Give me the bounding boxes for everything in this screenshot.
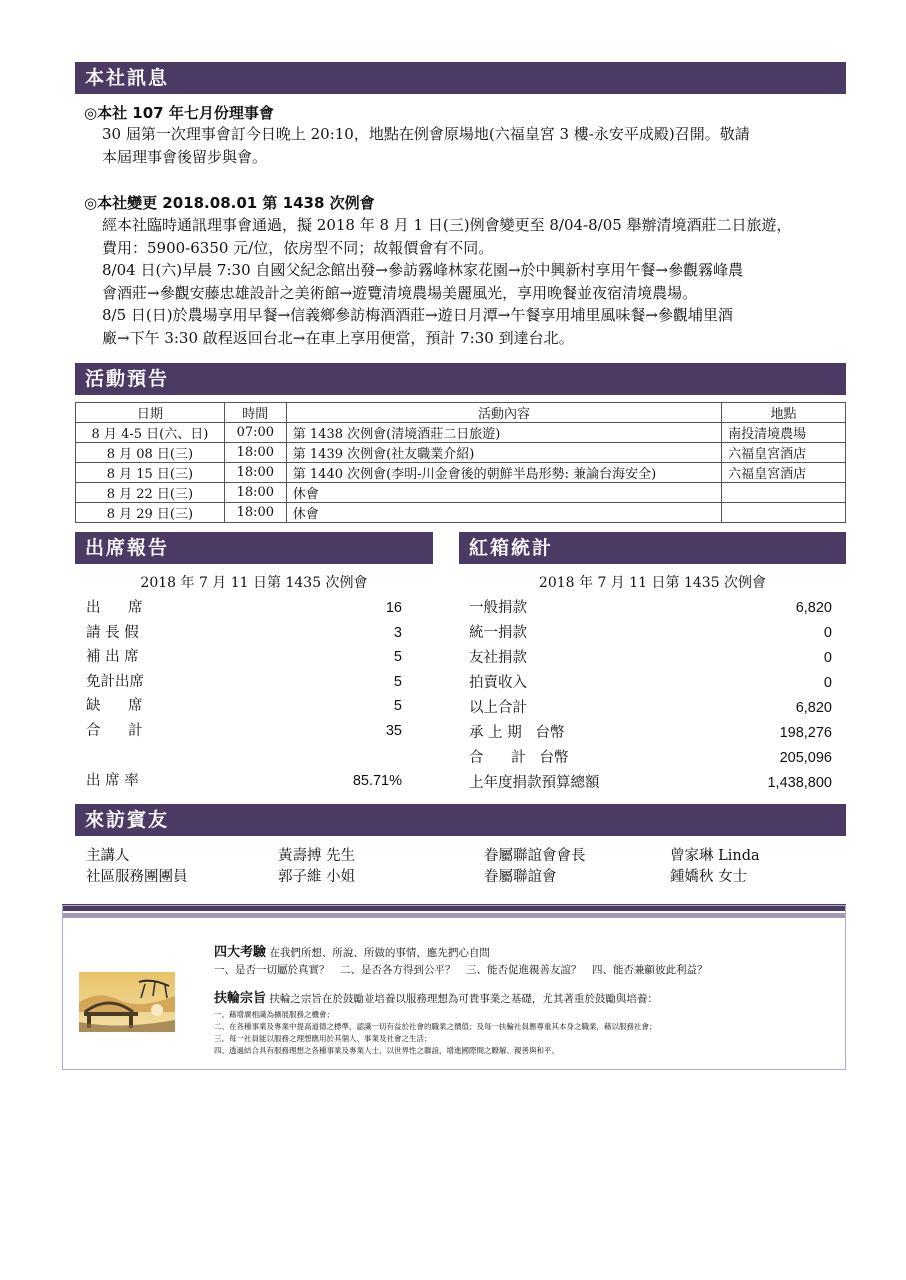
news-item1-body (102, 123, 842, 168)
column-header-location: 地點 (722, 403, 846, 423)
object-of-rotary (214, 991, 658, 1007)
attendance-subtitle: 2018 年 7 月 11 日第 1435 次例會 (140, 575, 368, 591)
visitor-role: 眷屬聯誼會會長 (484, 848, 586, 864)
news-item2-line: 會酒莊→參觀安藤忠雄設計之美術館→遊覽清境農場美麗風光，享用晚餐並夜宿清境農場。 (102, 283, 698, 302)
attendance-rate-row (86, 769, 402, 793)
visitor-name: 曾家琳 Linda (670, 848, 760, 864)
donation-label: 合 計 台幣 (469, 750, 569, 766)
column-header-date: 日期 (76, 403, 225, 423)
cell-time: 18:00 (224, 463, 286, 483)
visitor-name: 黃壽搏 先生 (278, 848, 356, 864)
donation-label: 承 上 期 台幣 (469, 725, 565, 741)
visitor-role: 社區服務團團員 (86, 869, 188, 885)
table-header-row (76, 403, 846, 423)
attendance-label: 出 席 (86, 600, 143, 616)
table-row (76, 503, 846, 523)
cell-location: 六福皇宮酒店 (722, 443, 846, 463)
donation-value: 6,820 (795, 600, 832, 616)
four-way-test (214, 945, 490, 961)
table-row (76, 443, 846, 463)
cell-date: 8 月 4-5 日(六、日) (76, 423, 225, 443)
cell-location (722, 503, 846, 523)
object-item: 三、每一社員能以服務之理想應用於其個人、事業及社會之生活； (214, 1034, 432, 1043)
attendance-label: 合 計 (86, 722, 143, 739)
table-row (76, 483, 846, 503)
attendance-row (86, 596, 402, 620)
news-item1-line: 本屆理事會後留步與會。 (102, 147, 268, 166)
donation-row (469, 621, 832, 645)
news-item2-line: 經本社臨時通訊理事會通過，擬 2018 年 8 月 1 日(三)例會變更至 8/04-8/05 舉辦清境酒莊二日旅遊， (102, 216, 792, 234)
cell-activity: 第 1439 次例會(社友職業介紹) (286, 443, 721, 463)
cell-time: 07:00 (224, 423, 286, 443)
object-intro: 扶輪之宗旨在於鼓勵並培養以服務理想為可貴事業之基礎，尤其著重於鼓勵與培養： (269, 993, 658, 1005)
donation-label: 統一捐款 (469, 625, 527, 641)
cell-activity: 休會 (286, 503, 721, 523)
object-title: 扶輪宗旨 (214, 991, 267, 1006)
attendance-row (86, 694, 402, 718)
attendance-label: 補 出 席 (86, 649, 139, 665)
cell-date: 8 月 22 日(三) (76, 483, 225, 503)
news-item2-line: 8/5 日(日)於農場享用早餐→信義鄉參訪梅酒酒莊→遊日月潭→午餐享用埔里風味餐→參觀埔里酒 (102, 306, 733, 324)
attendance-value: 3 (393, 624, 402, 641)
attendance-row (86, 719, 402, 743)
news-item2-body (102, 214, 847, 349)
news-item2-line: 8/04 日(六)早晨 7:30 自國父紀念館出發→參訪霧峰林家花園→於中興新村享用午餐→參觀霧峰農 (102, 261, 744, 279)
cell-location: 六福皇宮酒店 (722, 463, 846, 483)
donation-value: 1,438,800 (767, 775, 832, 791)
object-item: 二、在各種事業及專業中提高道德之標準，認識一切有益於社會的職業之價值；及每一扶輪社員應尊重其本身之職業，藉以服務社會； (214, 1022, 657, 1031)
attendance-row (86, 621, 402, 645)
attendance-value: 5 (393, 673, 402, 690)
column-header-time: 時間 (224, 403, 286, 423)
schedule-header: 活動預告 (75, 363, 846, 395)
news-item2-title: ◎本社變更 2018.08.01 第 1438 次例會 (84, 194, 375, 212)
cell-date: 8 月 15 日(三) (76, 463, 225, 483)
table-row (76, 463, 846, 483)
cell-date: 8 月 29 日(三) (76, 503, 225, 523)
donation-label: 一般捐款 (469, 600, 527, 616)
donation-label: 拍賣收入 (469, 675, 527, 691)
cell-time: 18:00 (224, 443, 286, 463)
donation-label: 友社捐款 (469, 650, 527, 666)
visitor-role: 主講人 (86, 848, 130, 864)
donations-header: 紅箱統計 (459, 532, 846, 564)
donations-list (469, 596, 832, 796)
visitor-name: 郭子維 小姐 (278, 869, 356, 885)
cell-location (722, 483, 846, 503)
cell-activity: 第 1438 次例會(清境酒莊二日旅遊) (286, 423, 721, 443)
donation-value: 198,276 (779, 725, 832, 741)
donations-subtitle: 2018 年 7 月 11 日第 1435 次例會 (538, 575, 767, 591)
attendance-label: 請 長 假 (86, 624, 139, 641)
attendance-header: 出席報告 (75, 532, 433, 564)
four-way-items: 一、是否一切屬於真實？ 二、是否各方得到公平？ 三、能否促進親善友誼？ 四、能否兼顧彼此利益？ (214, 964, 708, 976)
column-header-activity: 活動內容 (286, 403, 721, 423)
attendance-label: 缺 席 (86, 698, 143, 714)
schedule-table (75, 402, 846, 523)
donation-row (469, 746, 832, 770)
donation-row (469, 721, 832, 745)
cell-location: 南投清境農場 (722, 423, 846, 443)
attendance-label: 免計出席 (86, 673, 144, 690)
attendance-rate-label: 出 席 率 (86, 773, 139, 789)
attendance-row (86, 670, 402, 694)
landscape-illustration (79, 972, 175, 1032)
donation-value: 0 (823, 675, 832, 691)
visitor-role: 眷屬聯誼會 (484, 869, 557, 885)
donation-value: 0 (823, 650, 832, 666)
object-item: 四、透過結合具有服務理想之各種事業及專業人士，以世界性之聯誼，增進國際間之瞭解、親善與和平。 (214, 1046, 559, 1055)
attendance-value: 35 (385, 722, 402, 739)
attendance-row (86, 645, 402, 669)
object-item: 一、藉增廣相識為擴展服務之機會； (214, 1010, 334, 1019)
news-item1-title: ◎本社 107 年七月份理事會 (84, 104, 274, 122)
donation-row (469, 646, 832, 670)
cell-activity: 休會 (286, 483, 721, 503)
visitor-name: 鍾嬌秋 女士 (670, 869, 748, 885)
cell-activity: 第 1440 次例會(李明-川金會後的朝鮮半島形勢: 兼論台海安全) (286, 463, 721, 483)
donation-row (469, 596, 832, 620)
news-item2-line: 廠→下午 3:30 啟程返回台北→在車上享用便當，預計 7:30 到達台北。 (102, 328, 574, 347)
news-item1-line: 30 屆第一次理事會訂今日晚上 20:10，地點在例會原場地(六福皇宮 3 樓-永安平成殿)召開。敬請 (102, 125, 750, 143)
attendance-value: 16 (385, 600, 402, 616)
attendance-value: 5 (393, 698, 402, 714)
attendance-rate-value: 85.71% (352, 773, 402, 789)
cell-time: 18:00 (224, 503, 286, 523)
donation-row (469, 671, 832, 695)
donation-value: 6,820 (795, 700, 832, 716)
donation-value: 0 (823, 625, 832, 641)
four-way-title: 四大考驗 (214, 945, 267, 960)
cell-date: 8 月 08 日(三) (76, 443, 225, 463)
donation-value: 205,096 (779, 750, 832, 766)
visitors-header: 來訪賓友 (75, 804, 846, 836)
news-item2-line: 費用：5900-6350 元/位，依房型不同；故報價會有不同。 (102, 238, 494, 257)
cell-time: 18:00 (224, 483, 286, 503)
news-header: 本社訊息 (75, 62, 846, 94)
donation-label: 以上合計 (469, 700, 527, 716)
attendance-value: 5 (393, 649, 402, 665)
donation-label: 上年度捐款預算總額 (469, 775, 600, 791)
donation-row (469, 696, 832, 720)
four-way-intro: 在我們所想、所說、所做的事情，應先捫心自問 (269, 947, 490, 959)
table-row (76, 423, 846, 443)
donation-row (469, 771, 832, 795)
attendance-list (86, 596, 402, 756)
